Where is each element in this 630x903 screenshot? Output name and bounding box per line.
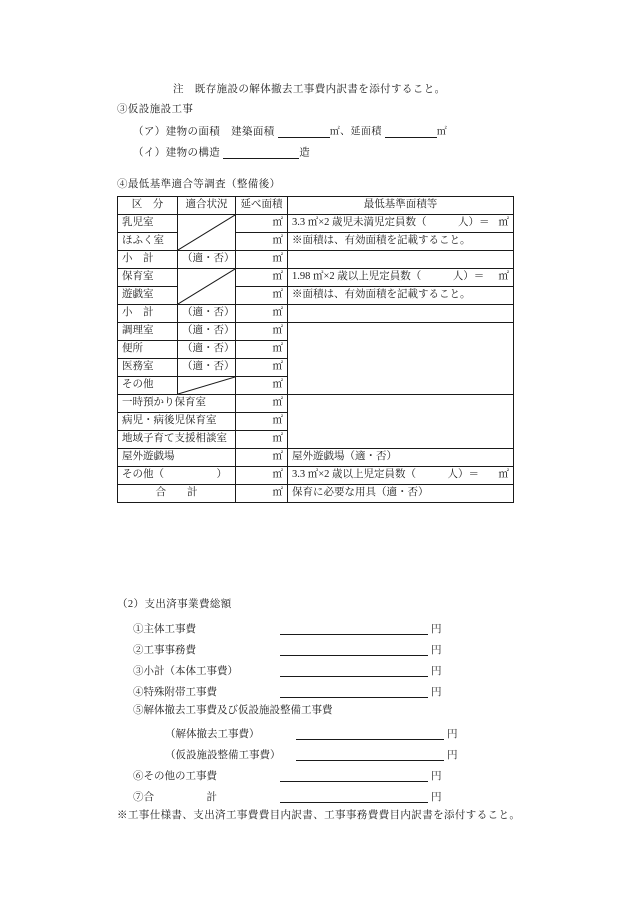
cost-item-label: ⑥その他の工事費 xyxy=(133,770,217,782)
nobe-input-sonota-1[interactable]: ㎡ xyxy=(236,377,288,395)
cost-item-input[interactable] xyxy=(280,769,428,782)
cost-item-label: （仮設施設整備工事費） xyxy=(165,749,281,761)
minimum-standard-survey-table xyxy=(117,196,514,503)
tekigo-chorishitsu[interactable]: （適・否） xyxy=(178,323,236,341)
item-i-input-structure[interactable] xyxy=(223,147,299,159)
cost-item-yen: 円 xyxy=(447,749,458,761)
table-row xyxy=(118,467,514,485)
kijun-blank-3 xyxy=(288,323,514,395)
section-4-title: ④最低基準適合等調査（整備後） xyxy=(117,179,281,190)
kijun-blank-4 xyxy=(288,395,514,449)
tekigo-benjo[interactable]: （適・否） xyxy=(178,341,236,359)
nobe-input-shokei-2[interactable]: ㎡ xyxy=(236,305,288,323)
cost-item-yen: 円 xyxy=(447,728,458,740)
cost-item-label: ③小計（本体工事費） xyxy=(133,665,238,677)
cost-item-input[interactable] xyxy=(280,685,428,698)
kijun-note-2a xyxy=(288,269,514,287)
cost-item-yen: 円 xyxy=(431,665,442,677)
kijun-blank-1 xyxy=(288,251,514,269)
tekigo-sonota-1[interactable] xyxy=(178,377,236,395)
cost-item-yen: 円 xyxy=(431,686,442,698)
table-header-row xyxy=(118,197,514,215)
cost-item-yen: 円 xyxy=(431,623,442,635)
cost-item-label: （解体撤去工事費） xyxy=(165,728,260,740)
row-label-imushitsu: 医務室 xyxy=(118,359,178,377)
cost-item-yen: 円 xyxy=(431,791,442,803)
kijun-2-unit: ㎡ xyxy=(498,271,509,283)
note-existing-facility: 注 既存施設の解体撤去工事費内訳書を添付すること。 xyxy=(173,84,446,95)
row-label-shokei-1: 小 計 xyxy=(118,251,178,269)
item-a-building-area xyxy=(133,126,447,138)
cost-item-input[interactable] xyxy=(296,727,444,740)
table-row xyxy=(118,233,514,251)
row-label-benjo: 便所 xyxy=(118,341,178,359)
item-i-suffix: 造 xyxy=(299,147,311,159)
cost-item-label: ④特殊附帯工事費 xyxy=(133,686,217,698)
nobe-input-yugishitsu[interactable]: ㎡ xyxy=(236,287,288,305)
table-row xyxy=(118,251,514,269)
cost-item-label: ①主体工事費 xyxy=(133,623,196,635)
nobe-input-byoji[interactable]: ㎡ xyxy=(236,413,288,431)
row-label-ichiji-azukari: 一時預かり保育室 xyxy=(118,395,236,413)
row-label-chorishitsu: 調理室 xyxy=(118,323,178,341)
table-row xyxy=(118,215,514,233)
cost-item-row xyxy=(133,643,442,656)
kijun-note-1a xyxy=(288,215,514,233)
nobe-input-imushitsu[interactable]: ㎡ xyxy=(236,359,288,377)
kijun-1-unit: ㎡ xyxy=(498,217,509,229)
nobe-input-nyujishitsu[interactable]: ㎡ xyxy=(236,215,288,233)
nobe-input-sonota-2[interactable]: ㎡ xyxy=(236,467,288,485)
diagonal-slash-icon xyxy=(178,215,235,250)
nobe-input-total[interactable]: ㎡ xyxy=(236,485,288,503)
cost-item-row xyxy=(165,727,458,740)
row-label-nyujishitsu: 乳児室 xyxy=(118,215,178,233)
cost-item-input[interactable] xyxy=(280,622,428,635)
diagonal-slash-icon xyxy=(178,269,235,304)
item-a-unit-1: ㎡、延面積 xyxy=(329,126,382,138)
row-label-hoikushitsu: 保育室 xyxy=(118,269,178,287)
nobe-input-chiiki-kosodate[interactable]: ㎡ xyxy=(236,431,288,449)
header-kubun: 区 分 xyxy=(118,197,178,215)
kijun-note-1b: ※面積は、有効面積を記載すること。 xyxy=(288,233,514,251)
cost-item-input[interactable] xyxy=(280,643,428,656)
cost-item-label: ⑦合 計 xyxy=(133,791,217,803)
table-row xyxy=(118,449,514,467)
cost-item-input[interactable] xyxy=(280,664,428,677)
kijun-note-3a: 屋外遊戯場（適・否） xyxy=(288,449,514,467)
row-label-byoji: 病児・病後児保育室 xyxy=(118,413,236,431)
cost-item-row xyxy=(165,748,458,761)
item-a-label: （ア）建物の面積 建築面積 xyxy=(133,126,275,138)
header-tekigo: 適合状況 xyxy=(178,197,236,215)
kijun-note-3c: 保育に必要な用具（適・否） xyxy=(288,485,514,503)
row-label-sonota-1: その他 xyxy=(118,377,178,395)
cost-item-yen: 円 xyxy=(431,770,442,782)
table-row xyxy=(118,395,514,413)
nobe-input-okugai-yugijo[interactable]: ㎡ xyxy=(236,449,288,467)
row-label-yugishitsu: 遊戯室 xyxy=(118,287,178,305)
item-a-input-nobe[interactable] xyxy=(385,126,437,138)
cost-item-row xyxy=(133,790,442,803)
table-row xyxy=(118,269,514,287)
cost-section-title: （2）支出済事業費総額 xyxy=(117,599,232,610)
table-row xyxy=(118,485,514,503)
item-i-label: （イ）建物の構造 xyxy=(133,147,221,159)
cost-item-input[interactable] xyxy=(280,790,428,803)
item-i-building-structure xyxy=(133,147,310,159)
tekigo-imushitsu[interactable]: （適・否） xyxy=(178,359,236,377)
nobe-input-ichiji-azukari[interactable]: ㎡ xyxy=(236,395,288,413)
item-a-input-kenchiku[interactable] xyxy=(278,126,330,138)
nobe-input-hofukushitsu[interactable]: ㎡ xyxy=(236,233,288,251)
kijun-1-line1: 3.3 ㎡×2 歳児未満児定員数（ 人）＝ xyxy=(292,217,490,229)
nobe-input-chorishitsu[interactable]: ㎡ xyxy=(236,323,288,341)
diagonal-slash-icon xyxy=(178,377,235,394)
cost-item-row xyxy=(133,685,442,698)
section-3-title: ③仮設施設工事 xyxy=(117,104,194,115)
kijun-2-line1: 1.98 ㎡×2 歳以上児定員数（ 人）＝ xyxy=(292,271,485,283)
cost-item-input[interactable] xyxy=(296,748,444,761)
cost-item-label: ⑤解体撤去工事費及び仮設施設整備工事費 xyxy=(133,705,333,716)
cost-item-row xyxy=(133,706,333,717)
cost-item-row xyxy=(133,622,442,635)
kijun-blank-2 xyxy=(288,305,514,323)
nobe-input-hoikushitsu[interactable]: ㎡ xyxy=(236,269,288,287)
nobe-input-shokei-1[interactable]: ㎡ xyxy=(236,251,288,269)
table-row xyxy=(118,287,514,305)
row-label-chiiki-kosodate: 地域子育て支援相談室 xyxy=(118,431,236,449)
kijun-note-2b: ※面積は、有効面積を記載すること。 xyxy=(288,287,514,305)
header-nobe: 延べ面積 xyxy=(236,197,288,215)
nobe-input-benjo[interactable]: ㎡ xyxy=(236,341,288,359)
table-row xyxy=(118,323,514,341)
kijun-3-line2: 3.3 ㎡×2 歳以上児定員数（ 人）＝ xyxy=(292,469,480,481)
row-label-hofukushitsu: ほふく室 xyxy=(118,233,178,251)
table-row xyxy=(118,305,514,323)
row-label-okugai-yugijo: 屋外遊戯場 xyxy=(118,449,236,467)
cost-item-row xyxy=(133,769,442,782)
row-label-sonota-2[interactable]: その他（ ） xyxy=(118,467,236,485)
cost-item-row xyxy=(133,664,442,677)
row-label-total: 合 計 xyxy=(118,485,236,503)
cost-item-label: ②工事事務費 xyxy=(133,644,196,656)
tekigo-cell-group-2[interactable] xyxy=(178,269,236,305)
cost-section-footer-note: ※工事仕様書、支出済工事費費目内訳書、工事事務費費目内訳書を添付すること。 xyxy=(117,810,521,821)
header-kijun: 最低基準面積等 xyxy=(288,197,514,215)
kijun-note-3b xyxy=(288,467,514,485)
kijun-3-unit: ㎡ xyxy=(498,469,509,481)
row-label-shokei-2: 小 計 xyxy=(118,305,178,323)
tekigo-shokei-1[interactable]: （適・否） xyxy=(178,251,236,269)
item-a-unit-2: ㎡ xyxy=(436,126,448,138)
cost-item-yen: 円 xyxy=(431,644,442,656)
tekigo-cell-group-1[interactable] xyxy=(178,215,236,251)
tekigo-shokei-2[interactable]: （適・否） xyxy=(178,305,236,323)
